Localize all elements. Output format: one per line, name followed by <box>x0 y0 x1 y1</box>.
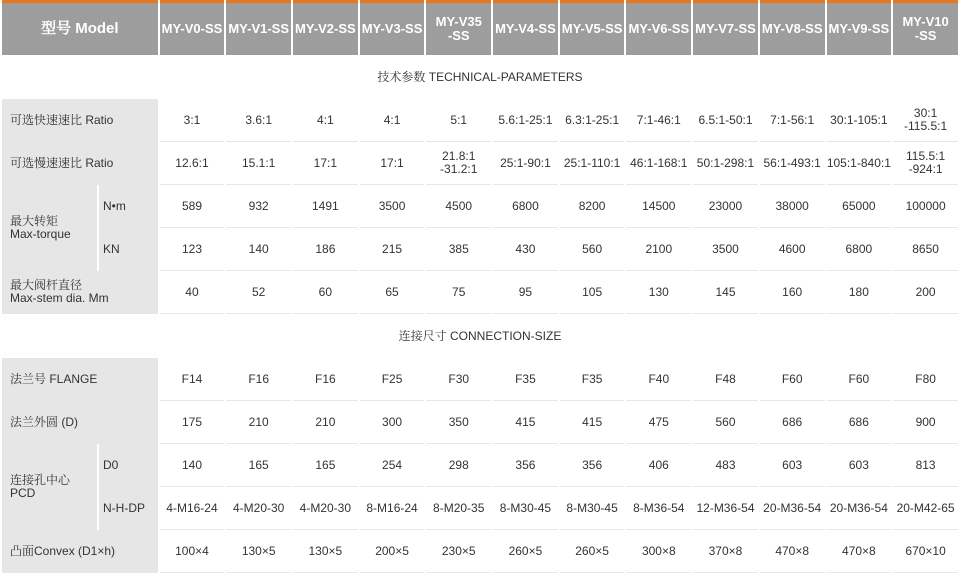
cell: 6800 <box>827 228 892 271</box>
model-header-4: MY-V35 -SS <box>426 0 491 55</box>
cell: 6800 <box>493 185 558 228</box>
cell: 12.6:1 <box>160 142 225 185</box>
model-header-9: MY-V8-SS <box>760 0 825 55</box>
cell: F30 <box>426 358 491 401</box>
cell: 415 <box>493 401 558 444</box>
table-row <box>2 358 958 401</box>
cell: 200×5 <box>360 530 425 573</box>
table-row <box>2 401 958 444</box>
cell: 5.6:1-25:1 <box>493 99 558 142</box>
table-row <box>2 228 958 271</box>
cell: 56:1-493:1 <box>760 142 825 185</box>
cell: 130×5 <box>226 530 291 573</box>
cell: 165 <box>226 444 291 487</box>
cell: 560 <box>560 228 625 271</box>
model-header-2: MY-V2-SS <box>293 0 358 55</box>
cell: 813 <box>893 444 958 487</box>
section-row <box>2 55 958 99</box>
cell: 160 <box>760 271 825 314</box>
cell: 20-M36-54 <box>827 487 892 530</box>
cell: 145 <box>693 271 758 314</box>
cell: 415 <box>560 401 625 444</box>
row-label: 连接孔中心 PCD <box>2 444 97 530</box>
cell: 430 <box>493 228 558 271</box>
cell: 180 <box>827 271 892 314</box>
row-sublabel: KN <box>99 228 158 271</box>
cell: 75 <box>426 271 491 314</box>
cell: 230×5 <box>426 530 491 573</box>
cell: 200 <box>893 271 958 314</box>
cell: 4-M20-30 <box>293 487 358 530</box>
cell: F80 <box>893 358 958 401</box>
section-row <box>2 314 958 358</box>
row-label: 可选快速速比 Ratio <box>2 99 158 142</box>
cell: F16 <box>226 358 291 401</box>
cell: 15.1:1 <box>226 142 291 185</box>
cell: F25 <box>360 358 425 401</box>
cell: 30:1 -115.5:1 <box>893 99 958 142</box>
row-label: 法兰号 FLANGE <box>2 358 158 401</box>
table-body <box>2 55 958 573</box>
cell: 30:1-105:1 <box>827 99 892 142</box>
cell: 115.5:1 -924:1 <box>893 142 958 185</box>
cell: 8-M36-54 <box>626 487 691 530</box>
cell: 4600 <box>760 228 825 271</box>
model-header-11: MY-V10 -SS <box>893 0 958 55</box>
cell: 50:1-298:1 <box>693 142 758 185</box>
cell: 95 <box>493 271 558 314</box>
cell: 52 <box>226 271 291 314</box>
cell: 38000 <box>760 185 825 228</box>
cell: 3:1 <box>160 99 225 142</box>
cell: 370×8 <box>693 530 758 573</box>
cell: 25:1-90:1 <box>493 142 558 185</box>
table-row <box>2 142 958 185</box>
cell: 7:1-46:1 <box>626 99 691 142</box>
cell: 589 <box>160 185 225 228</box>
model-header-6: MY-V5-SS <box>560 0 625 55</box>
cell: F48 <box>693 358 758 401</box>
cell: 8200 <box>560 185 625 228</box>
cell: 254 <box>360 444 425 487</box>
row-sublabel: D0 <box>99 444 158 487</box>
cell: 385 <box>426 228 491 271</box>
cell: 8-M30-45 <box>560 487 625 530</box>
cell: 932 <box>226 185 291 228</box>
row-label: 可选慢速速比 Ratio <box>2 142 158 185</box>
cell: 8-M20-35 <box>426 487 491 530</box>
table-row <box>2 487 958 530</box>
table-row <box>2 185 958 228</box>
cell: 20-M36-54 <box>760 487 825 530</box>
table-row <box>2 444 958 487</box>
cell: F60 <box>827 358 892 401</box>
cell: 175 <box>160 401 225 444</box>
cell: 5:1 <box>426 99 491 142</box>
cell: 8650 <box>893 228 958 271</box>
cell: 260×5 <box>560 530 625 573</box>
cell: F14 <box>160 358 225 401</box>
cell: 100×4 <box>160 530 225 573</box>
cell: 8-M30-45 <box>493 487 558 530</box>
cell: 900 <box>893 401 958 444</box>
model-header-5: MY-V4-SS <box>493 0 558 55</box>
row-label: 最大转矩 Max-torque <box>2 185 97 271</box>
cell: 105 <box>560 271 625 314</box>
cell: 560 <box>693 401 758 444</box>
cell: 3.6:1 <box>226 99 291 142</box>
cell: 300 <box>360 401 425 444</box>
table-row <box>2 530 958 573</box>
row-label: 最大阀杆直径 Max-stem dia. Mm <box>2 271 158 314</box>
cell: 603 <box>760 444 825 487</box>
model-header-10: MY-V9-SS <box>827 0 892 55</box>
cell: 210 <box>293 401 358 444</box>
cell: 17:1 <box>293 142 358 185</box>
cell: 8-M16-24 <box>360 487 425 530</box>
row-sublabel: N-H-DP <box>99 487 158 530</box>
cell: 140 <box>160 444 225 487</box>
cell: 130×5 <box>293 530 358 573</box>
cell: 7:1-56:1 <box>760 99 825 142</box>
cell: 3500 <box>693 228 758 271</box>
cell: 21.8:1 -31.2:1 <box>426 142 491 185</box>
cell: 100000 <box>893 185 958 228</box>
cell: 260×5 <box>493 530 558 573</box>
header-row <box>2 0 958 55</box>
cell: 300×8 <box>626 530 691 573</box>
cell: 4-M20-30 <box>226 487 291 530</box>
cell: 215 <box>360 228 425 271</box>
cell: 475 <box>626 401 691 444</box>
cell: 46:1-168:1 <box>626 142 691 185</box>
cell: 65000 <box>827 185 892 228</box>
cell: 140 <box>226 228 291 271</box>
cell: 40 <box>160 271 225 314</box>
cell: F35 <box>493 358 558 401</box>
cell: 356 <box>493 444 558 487</box>
cell: 165 <box>293 444 358 487</box>
cell: 2100 <box>626 228 691 271</box>
cell: 298 <box>426 444 491 487</box>
cell: 25:1-110:1 <box>560 142 625 185</box>
cell: 20-M42-65 <box>893 487 958 530</box>
cell: 60 <box>293 271 358 314</box>
model-header-8: MY-V7-SS <box>693 0 758 55</box>
cell: 1491 <box>293 185 358 228</box>
model-header-1: MY-V1-SS <box>226 0 291 55</box>
cell: 686 <box>827 401 892 444</box>
cell: 4500 <box>426 185 491 228</box>
row-sublabel: N•m <box>99 185 158 228</box>
cell: 14500 <box>626 185 691 228</box>
cell: 483 <box>693 444 758 487</box>
section-title: 技术参数 TECHNICAL-PARAMETERS <box>377 69 583 84</box>
table-row <box>2 99 958 142</box>
cell: 130 <box>626 271 691 314</box>
cell: 4:1 <box>293 99 358 142</box>
model-label: 型号 Model <box>2 0 158 55</box>
cell: 3500 <box>360 185 425 228</box>
cell: 23000 <box>693 185 758 228</box>
cell: 350 <box>426 401 491 444</box>
row-label: 法兰外圆 (D) <box>2 401 158 444</box>
cell: 105:1-840:1 <box>827 142 892 185</box>
model-header-7: MY-V6-SS <box>626 0 691 55</box>
table-row <box>2 271 958 314</box>
cell: 4-M16-24 <box>160 487 225 530</box>
row-label: 凸面Convex (D1×h) <box>2 530 158 573</box>
model-header-3: MY-V3-SS <box>360 0 425 55</box>
cell: 406 <box>626 444 691 487</box>
cell: 356 <box>560 444 625 487</box>
cell: 210 <box>226 401 291 444</box>
cell: 470×8 <box>760 530 825 573</box>
cell: 12-M36-54 <box>693 487 758 530</box>
cell: 123 <box>160 228 225 271</box>
model-header-0: MY-V0-SS <box>160 0 225 55</box>
cell: 470×8 <box>827 530 892 573</box>
cell: 6.5:1-50:1 <box>693 99 758 142</box>
cell: 686 <box>760 401 825 444</box>
section-title: 连接尺寸 CONNECTION-SIZE <box>398 328 562 343</box>
cell: F40 <box>626 358 691 401</box>
cell: 6.3:1-25:1 <box>560 99 625 142</box>
cell: 17:1 <box>360 142 425 185</box>
cell: 603 <box>827 444 892 487</box>
cell: F16 <box>293 358 358 401</box>
cell: 670×10 <box>893 530 958 573</box>
cell: 65 <box>360 271 425 314</box>
cell: F60 <box>760 358 825 401</box>
cell: F35 <box>560 358 625 401</box>
cell: 186 <box>293 228 358 271</box>
cell: 4:1 <box>360 99 425 142</box>
